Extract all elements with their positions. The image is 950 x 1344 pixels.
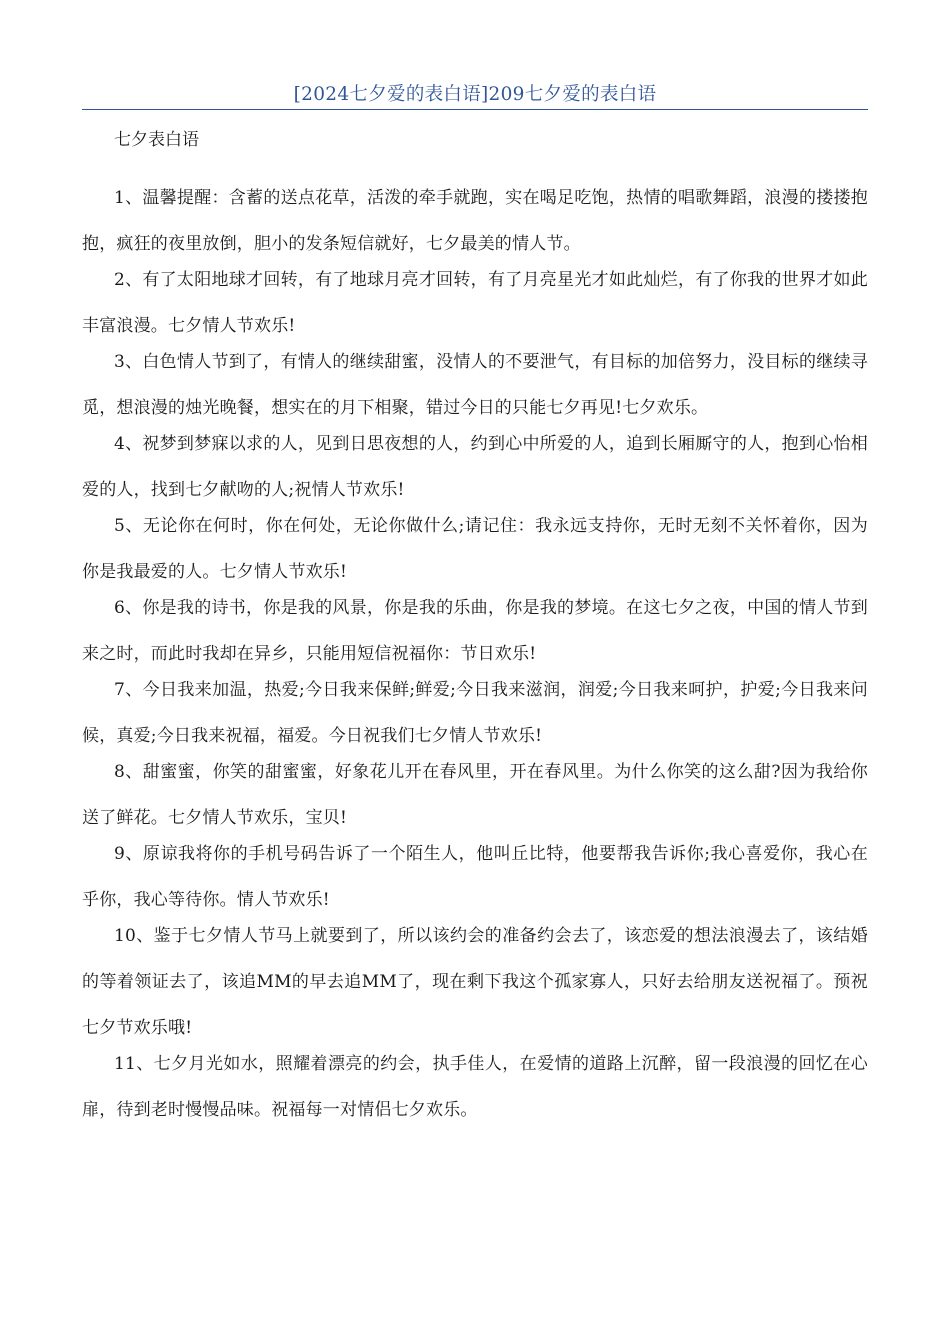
paragraph: 11、七夕月光如水，照耀着漂亮的约会，执手佳人，在爱情的道路上沉醉，留一段浪漫的回忆在心扉，待到老时慢慢品味。祝福每一对情侣七夕欢乐。	[82, 1054, 868, 1120]
paragraph: 8、甜蜜蜜，你笑的甜蜜蜜，好象花儿开在春风里，开在春风里。为什么你笑的这么甜?因为我给你送了鲜花。七夕情人节欢乐，宝贝!	[82, 762, 868, 828]
paragraph: 3、白色情人节到了，有情人的继续甜蜜，没情人的不要泄气，有目标的加倍努力，没目标的继续寻觅，想浪漫的烛光晚餐，想实在的月下相聚，错过今日的只能七夕再见!七夕欢乐。	[82, 352, 868, 418]
paragraph: 2、有了太阳地球才回转，有了地球月亮才回转，有了月亮星光才如此灿烂，有了你我的世界才如此丰富浪漫。七夕情人节欢乐!	[82, 270, 868, 336]
document-subtitle: 七夕表白语	[114, 130, 199, 150]
document-body	[82, 175, 868, 1133]
paragraph: 5、无论你在何时，你在何处，无论你做什么;请记住：我永远支持你，无时无刻不关怀着你，因为你是我最爱的人。七夕情人节欢乐!	[82, 516, 868, 582]
paragraph: 4、祝梦到梦寐以求的人，见到日思夜想的人，约到心中所爱的人，追到长厢厮守的人，抱到心怡相爱的人，找到七夕献吻的人;祝情人节欢乐!	[82, 434, 868, 500]
paragraph: 7、今日我来加温，热爱;今日我来保鲜;鲜爱;今日我来滋润，润爱;今日我来呵护，护爱;今日我来问候，真爱;今日我来祝福，福爱。今日祝我们七夕情人节欢乐!	[82, 680, 868, 746]
header-divider	[82, 109, 868, 110]
paragraph: 6、你是我的诗书，你是我的风景，你是我的乐曲，你是我的梦境。在这七夕之夜，中国的情人节到来之时，而此时我却在异乡，只能用短信祝福你：节日欢乐!	[82, 598, 868, 664]
paragraph: 10、鉴于七夕情人节马上就要到了，所以该约会的准备约会去了，该恋爱的想法浪漫去了，该结婚的等着领证去了，该追MM的早去追MM了，现在剩下我这个孤家寡人，只好去给朋友送祝福了。预祝七夕节欢乐哦!	[82, 926, 868, 1038]
document-title: [2024七夕爱的表白语]209七夕爱的表白语	[293, 84, 657, 105]
paragraph: 9、原谅我将你的手机号码告诉了一个陌生人，他叫丘比特，他要帮我告诉你;我心喜爱你，我心在乎你，我心等待你。情人节欢乐!	[82, 844, 868, 910]
paragraph: 1、温馨提醒：含蓄的送点花草，活泼的牵手就跑，实在喝足吃饱，热情的唱歌舞蹈，浪漫的搂搂抱抱，疯狂的夜里放倒，胆小的发条短信就好，七夕最美的情人节。	[82, 188, 868, 254]
